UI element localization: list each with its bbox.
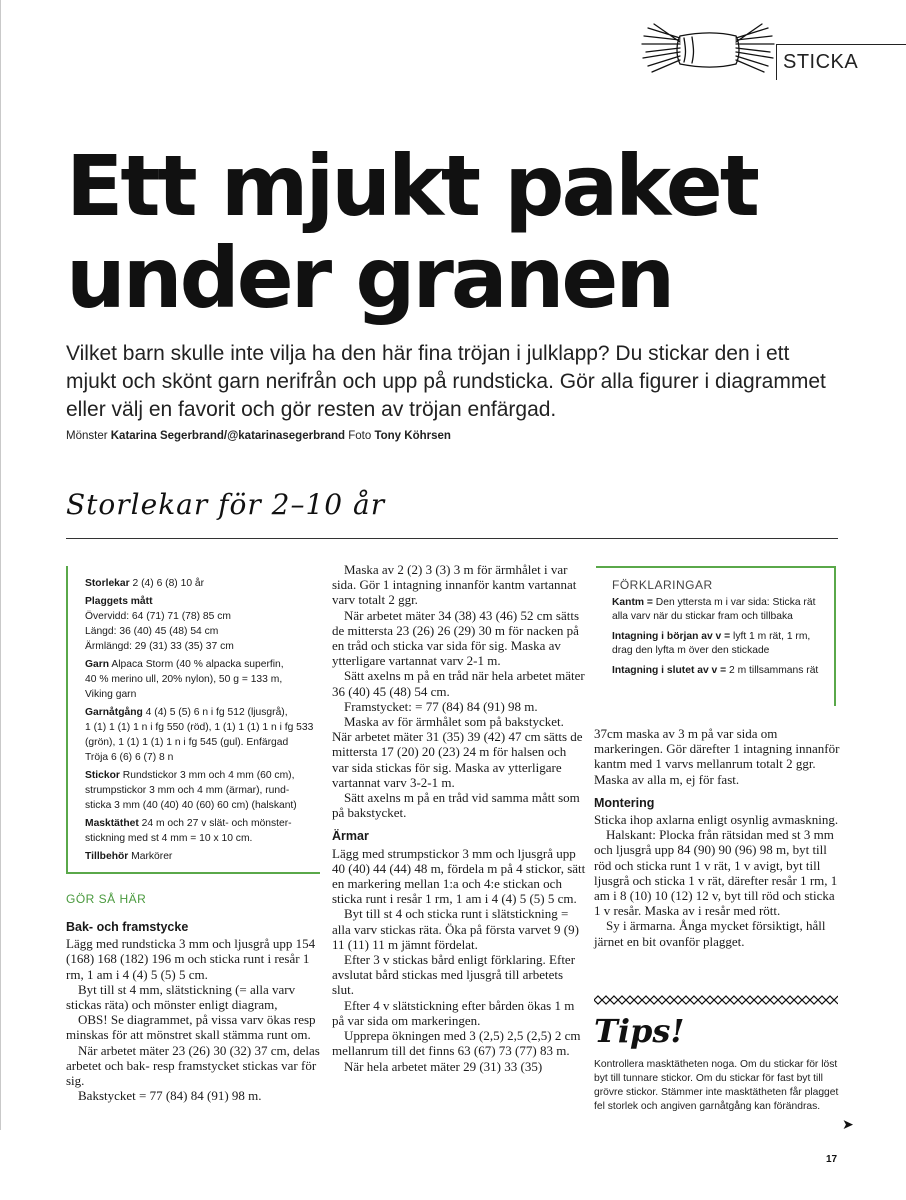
spec-value: Alpaca Storm (40 % alpacka superfin,: [111, 659, 284, 670]
tips-heading: Tips!: [594, 1012, 685, 1050]
section-heading-bak-framstycke: Bak- och framstycke: [66, 920, 189, 934]
spec-value: Markörer: [131, 851, 173, 862]
spec-garnatgang: [85, 705, 320, 765]
page-number: 17: [826, 1154, 838, 1165]
spec-value: Övervidd: 64 (71) 71 (78) 85 cm: [85, 611, 231, 622]
yarn-skein-icon: [640, 22, 776, 78]
forklaring-label: Intagning i slutet av v =: [612, 664, 727, 676]
paragraph: Maska av 2 (2) 3 (3) 3 m för ärmhålet i var sida. Gör 1 intagning innanför kantm vartannat varv totalt 2 ggr.: [332, 562, 577, 608]
spec-label: Plaggets mått: [85, 596, 153, 607]
spec-value: 24 m och 27 v slät- och mönster-: [141, 818, 292, 829]
spec-value: strumpstickor 3 mm och 4 mm (ärmar), rund-: [85, 785, 290, 796]
forklaring-label: Intagning i början av v =: [612, 630, 731, 642]
paragraph: När hela arbetet mäter 29 (31) 33 (35): [344, 1058, 543, 1074]
size-heading-rule: [66, 538, 838, 539]
spec-value: (grön), 1 (1) 1 (1) 1 n i fg 545 (gul). Enfärgad: [85, 737, 289, 748]
credit-photo-label: Foto: [348, 430, 372, 442]
size-heading: Storlekar för 2–10 år: [66, 488, 386, 521]
spec-label: Storlekar: [85, 578, 130, 589]
forklaringar-title: FÖRKLARINGAR: [612, 578, 713, 592]
spec-stickor: [85, 768, 320, 813]
page-edge-rule: [0, 0, 6, 1130]
spec-label: Garnåtgång: [85, 707, 143, 718]
spec-box: [66, 566, 320, 874]
section-heading-montering: Montering: [594, 795, 655, 810]
article-title-line1: Ett mjukt paket: [66, 137, 757, 235]
article-title-line2: under granen: [66, 229, 673, 327]
spec-label: Garn: [85, 659, 110, 670]
instructions-column-1: [66, 920, 322, 1103]
paragraph: Efter 4 v slätstickning efter bården ökas 1 m på var sida om markeringen.: [332, 997, 575, 1028]
forklaring-text: Den yttersta m i var sida: Sticka rät alla varv när du stickar fram och tillbaka: [612, 596, 816, 622]
spec-label: Masktäthet: [85, 818, 139, 829]
paragraph: När arbetet mäter 23 (26) 30 (32) 37 cm, delas arbetet och bak- resp framstycket stickas var för sig.: [66, 1042, 320, 1089]
paragraph: Bakstycket = 77 (84) 84 (91) 98 m.: [78, 1088, 262, 1104]
spec-value: 40 % merino ull, 20% nylon), 50 g = 133 m,: [85, 674, 283, 685]
paragraph: OBS! Se diagrammet, på vissa varv ökas resp minskas för att mönstret skall stämma runt om.: [66, 1012, 316, 1043]
instructions-column-2: [332, 562, 586, 1074]
spec-label: Stickor: [85, 770, 120, 781]
article-title: [66, 137, 766, 327]
spec-storlekar: [85, 576, 320, 591]
paragraph: Sy i ärmarna. Ånga mycket försiktigt, håll järnet en bit ovanför plagget.: [594, 918, 826, 949]
credit-designer: Katarina Segerbrand/@katarinasegerbrand: [110, 430, 346, 442]
paragraph: När arbetet mäter 34 (38) 43 (46) 52 cm sätts de mittersta 23 (26) 26 (29) 30 m för nacken på en tråd och sticka var sida för sig. Maska av ytterligare vartannat varv 2-1 m.: [332, 607, 580, 669]
credit-photographer: Tony Köhrsen: [374, 430, 451, 442]
paragraph: Sätt axelns m på en tråd när hela arbetet mäter 36 (40) 45 (48) 54 cm.: [332, 668, 585, 699]
spec-value: Tröja 6 (6) 6 (7) 8 n: [85, 752, 174, 763]
paragraph: Lägg med strumpstickor 3 mm och ljusgrå upp 40 (40) 44 (44) 48 m, fördela m på 4 stickor, sätt en markering mellan 1:a och 4:e stickan och sticka runt i resår 1 rm, 1 am i 4 (4) 5 (5) 5 cm.: [332, 845, 586, 907]
article-credit: [66, 430, 451, 442]
forklaring-label: Kantm =: [612, 596, 653, 608]
forklaring-text: 2 m tillsammans rät: [729, 664, 819, 676]
paragraph: Efter 3 v stickas bård enligt förklaring. Efter avslutat bård stickas med ljusgrå till arbetets slut.: [332, 952, 576, 998]
forklaring-intagning-slutet: [612, 664, 826, 679]
paragraph: Upprepa ökningen med 3 (2,5) 2,5 (2,5) 2 cm mellanrum till det finns 63 (67) 73 (77) 83 m.: [332, 1028, 581, 1059]
spec-value: 1 (1) 1 (1) 1 n i fg 550 (röd), 1 (1) 1 (1) 1 n i fg 533: [85, 722, 314, 733]
zigzag-divider: [594, 994, 838, 1006]
credit-prefix: Mönster: [66, 430, 108, 442]
spec-plaggets-matt: [85, 594, 320, 654]
next-page-arrow-icon: ➤: [842, 1116, 854, 1132]
paragraph: Halskant: Plocka från rätsidan med st 3 mm och ljusgrå upp 84 (90) 90 (96) 98 m, byt till röd och sticka runt 1 v rät, 1 v avigt, byt till ljusgrå och sticka 1 v rät, därefter resår 1 rm, 1 am i 8 (10) 10 (12) 12 v, byt till röd och sticka 1 v resår. Maska av i resår med rött.: [594, 827, 838, 919]
paragraph: Sätt axelns m på en tråd vid samma mått som på bakstycket.: [332, 790, 580, 821]
spec-value: Rundstickor 3 mm och 4 mm (60 cm),: [122, 770, 295, 781]
spec-tillbehor: [85, 849, 320, 864]
spec-value: Ärmlängd: 29 (31) 33 (35) 37 cm: [85, 641, 234, 652]
forklaring-text: lyft 1 m rät, 1 rm, drag den lyfta m över den stickade: [612, 630, 811, 656]
section-tag: [776, 44, 906, 80]
forklaring-intagning-borjan: [612, 630, 826, 659]
forklaringar-box: [596, 566, 836, 706]
forklaring-kantm: [612, 596, 826, 625]
spec-garn: [85, 657, 320, 702]
section-heading-armar: Ärmar: [332, 829, 369, 844]
article-intro: Vilket barn skulle inte vilja ha den här fina tröjan i julklapp? Du stickar den i ett mjukt och skönt garn nerifrån och upp på rundsticka. Gör alla figurer i diagrammet eller välj en favorit och gör resten av tröjan enfärgad.: [66, 342, 826, 421]
paragraph: Byt till st 4 mm, slätstickning (= alla varv stickas räta) och mönster enligt diagram,: [66, 981, 296, 1013]
paragraph: Framstycket: = 77 (84) 84 (91) 98 m.: [344, 698, 538, 714]
instructions-heading: GÖR SÅ HÄR: [66, 892, 147, 906]
spec-value: 2 (4) 6 (8) 10 år: [132, 578, 205, 589]
spec-masktathet: [85, 816, 320, 846]
instructions-column-3: [594, 726, 840, 949]
spec-label: Tillbehör: [85, 851, 129, 862]
spec-value: stickning med st 4 mm = 10 x 10 cm.: [85, 833, 253, 844]
spec-value: 4 (4) 5 (5) 6 n i fg 512 (ljusgrå),: [145, 707, 288, 718]
paragraph: Lägg med rundsticka 3 mm och ljusgrå upp 154 (168) 168 (182) 196 m och sticka runt i resår 1 rm, 1 am i 4 (4) 5 (5) 5 cm.: [66, 936, 316, 982]
spec-value: Längd: 36 (40) 45 (48) 54 cm: [85, 626, 219, 637]
paragraph: 37cm maska av 3 m på var sida om markeringen. Gör därefter 1 intagning innanför kantm med 1 varvs mellanrum totalt 2 ggr. Maska av alla m, ej för fast.: [594, 726, 840, 787]
spec-value: Viking garn: [85, 689, 137, 700]
spec-value: sticka 3 mm (40 (40) 40 (60) 60 cm) (halskant): [85, 800, 297, 811]
paragraph: Maska av för ärmhålet som på bakstycket. När arbetet mäter 31 (35) 39 (42) 47 cm sätts de mittersta 17 (20) 20 (23) 24 m för halsen och var sida stickas för sig. Maska av ytterligare vartannat varv 3-2-1 m.: [332, 714, 583, 790]
section-tag-label: STICKA: [783, 51, 859, 73]
paragraph: Sticka ihop axlarna enligt osynlig avmaskning.: [594, 812, 839, 828]
tips-text: Kontrollera masktätheten noga. Om du stickar för löst byt till tunnare stickor. Om du stickar för fast byt till grövre stickor. Stämmer inte masktätheten får plagget fel storlek och angiven garnåtgång kan förändras.: [594, 1059, 839, 1112]
paragraph: Byt till st 4 och sticka runt i slätstickning = alla varv stickas räta. Öka på första varvet 9 (9) 11 (11) 11 m jämnt fördelat.: [332, 906, 579, 952]
